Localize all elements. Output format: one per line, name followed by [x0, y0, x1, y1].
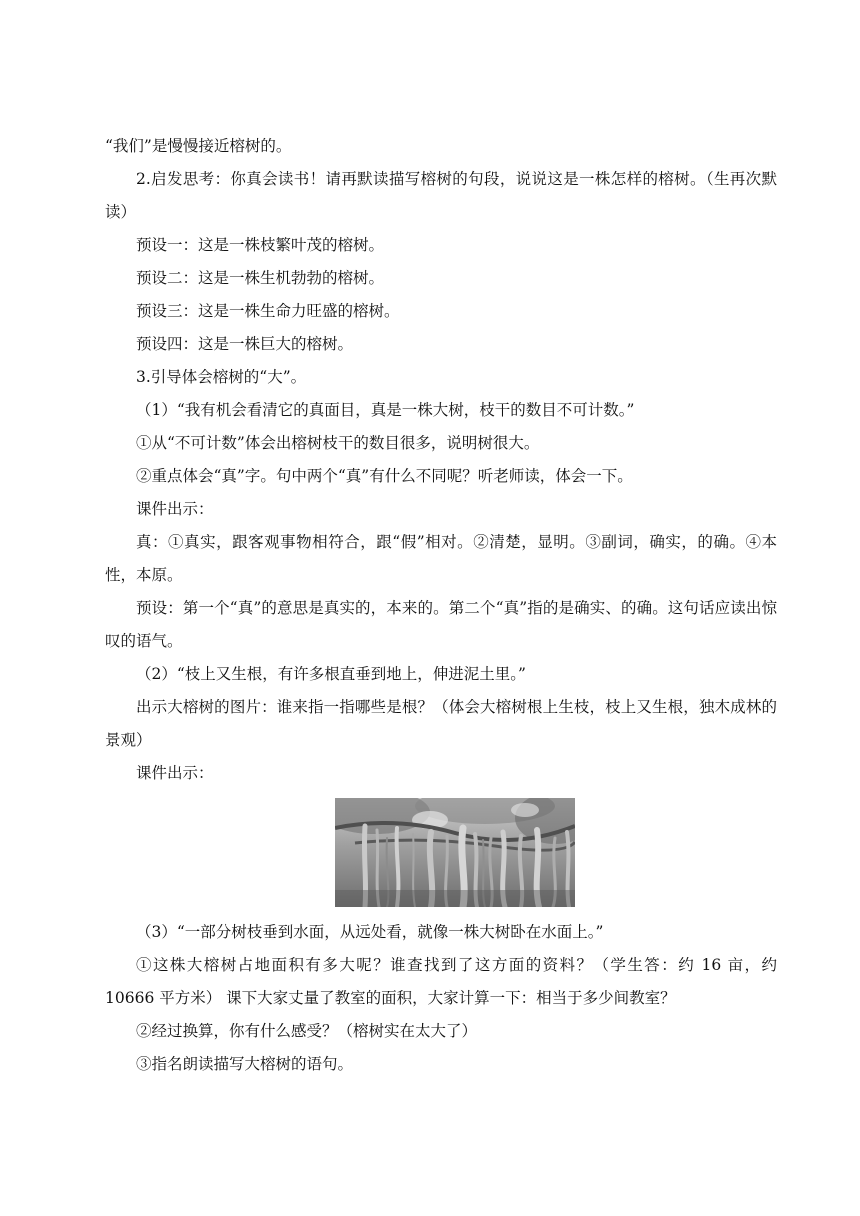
- paragraph: 预设四：这是一株巨大的榕树。: [136, 335, 354, 353]
- paragraph: （1）“我有机会看清它的真面目，真是一株大树，枝干的数目不可计数。”: [136, 401, 635, 419]
- paragraph: 课件出示：: [136, 764, 214, 782]
- paragraph: 真：①真实，跟客观事物相符合，跟“假”相对。②清楚，显明。③副词，确实，的确。④本性，本原。: [105, 533, 777, 584]
- lesson-text: [105, 130, 777, 1081]
- paragraph: ①从“不可计数”体会出榕树枝干的数目很多，说明树很大。: [136, 434, 540, 452]
- paragraph: 2.启发思考：你真会读书！请再默读描写榕树的句段，说说这是一株怎样的榕树。（生再次默读）: [105, 170, 777, 221]
- paragraph: 预设一：这是一株枝繁叶茂的榕树。: [136, 236, 385, 254]
- paragraph: （2）“枝上又生根，有许多根直垂到地上，伸进泥土里。”: [136, 665, 526, 683]
- paragraph: ①这株大榕树占地面积有多大呢？谁查找到了这方面的资料？（学生答：约 16 亩，约 10666 平方米） 课下大家丈量了教室的面积，大家计算一下：相当于多少间教室？: [105, 956, 777, 1007]
- paragraph: 出示大榕树的图片：谁来指一指哪些是根？（体会大榕树根上生枝，枝上又生根，独木成林的景观）: [105, 698, 777, 749]
- paragraph: ②重点体会“真”字。句中两个“真”有什么不同呢？听老师读，体会一下。: [136, 467, 633, 485]
- paragraph: “我们”是慢慢接近榕树的。: [105, 137, 292, 155]
- paragraph: ③指名朗读描写大榕树的语句。: [136, 1055, 354, 1073]
- paragraph: 预设三：这是一株生命力旺盛的榕树。: [136, 302, 400, 320]
- paragraph: 预设二：这是一株生机勃勃的榕树。: [136, 269, 385, 287]
- figure: [105, 798, 777, 910]
- paragraph: 课件出示：: [136, 500, 214, 518]
- banyan-tree-image: [335, 798, 575, 907]
- paragraph: （3）“一部分树枝垂到水面，从远处看，就像一株大树卧在水面上。”: [136, 923, 604, 941]
- paragraph: 预设：第一个“真”的意思是真实的，本来的。第二个“真”指的是确实、的确。这句话应读出惊叹的语气。: [105, 599, 777, 650]
- paragraph: 3.引导体会榕树的“大”。: [136, 368, 307, 386]
- paragraph: ②经过换算，你有什么感受？（榕树实在太大了）: [136, 1022, 478, 1040]
- banyan-tree-photo: [335, 798, 575, 907]
